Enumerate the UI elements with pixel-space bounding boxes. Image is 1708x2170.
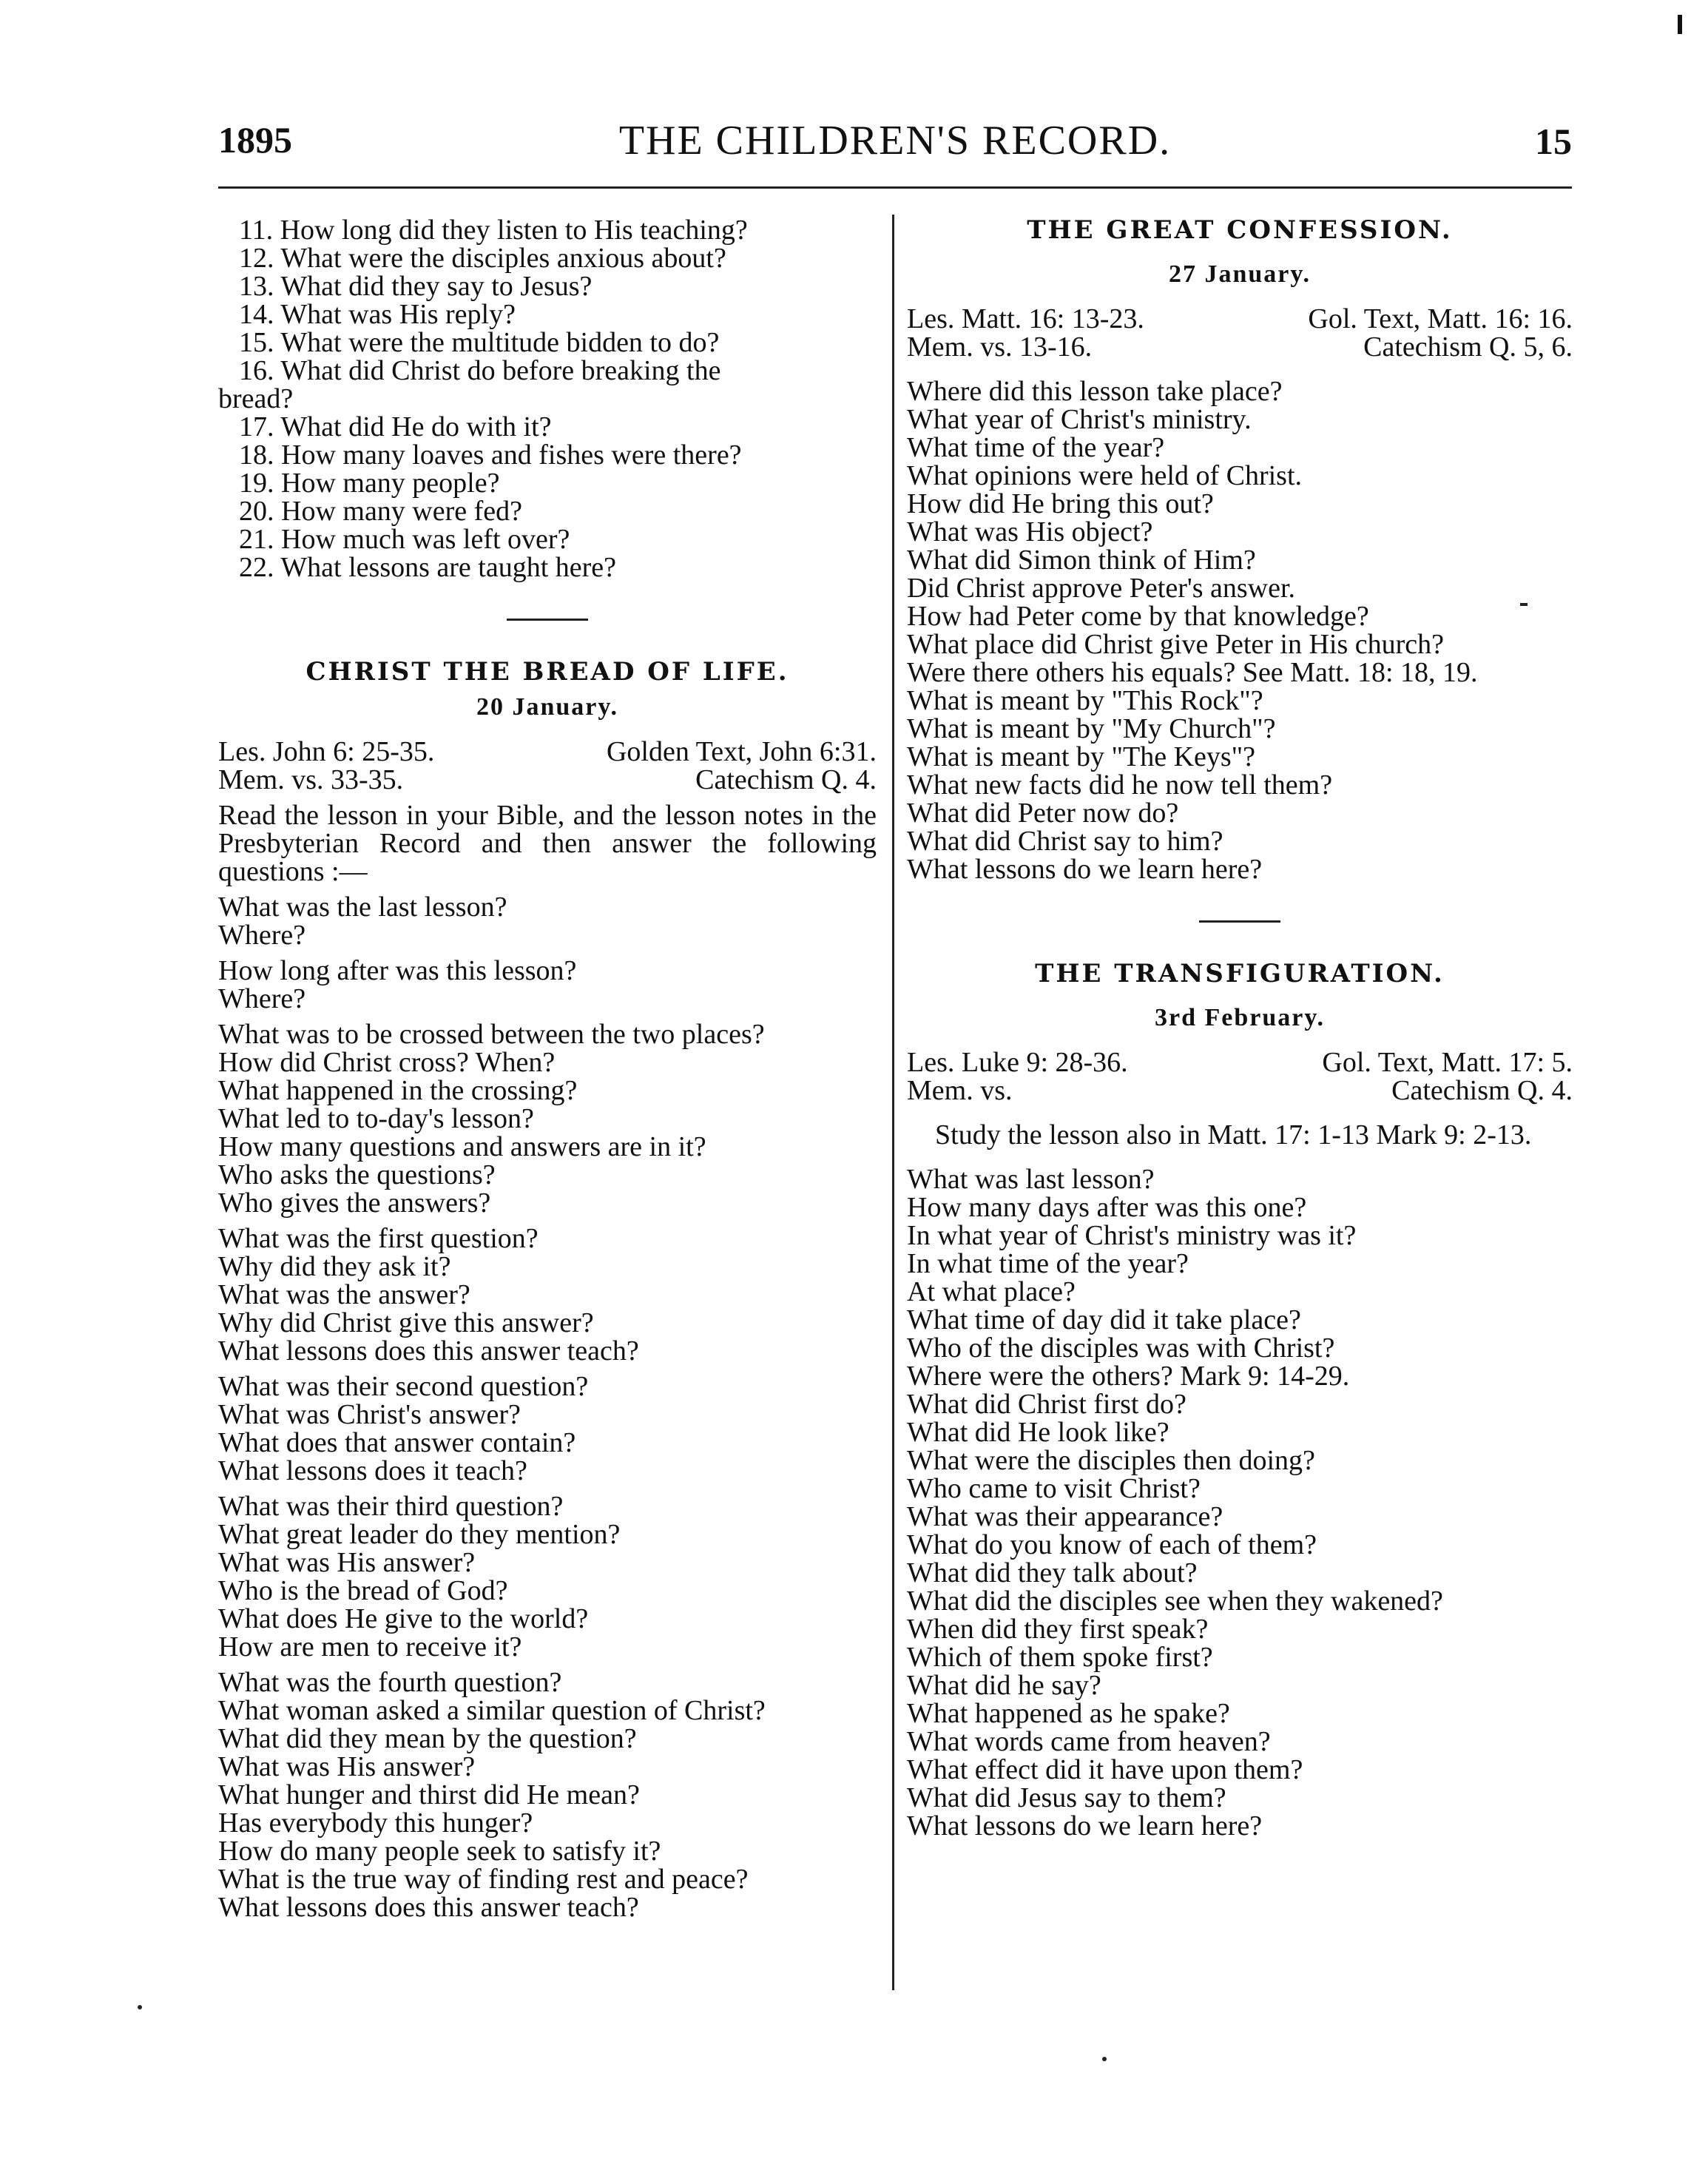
- lesson-text-reference: Gol. Text, Matt. 16: 16.: [1308, 303, 1573, 334]
- question-item: What happened as he spake?: [907, 1698, 1230, 1729]
- lesson-intro: Read the lesson in your Bible, and the lesson notes in the Presbyterian Record and then answer the following questions :—: [218, 800, 877, 887]
- scan-speck: [138, 2005, 142, 2009]
- question-item: What do you know of each of them?: [907, 1529, 1317, 1560]
- question-item: Who asks the questions?: [218, 1159, 496, 1190]
- scan-mark: [1678, 15, 1682, 34]
- question-item: What hunger and thirst did He mean?: [218, 1779, 640, 1810]
- lesson-reference: Mem. vs. 13-16.: [907, 331, 1093, 363]
- lesson-reference: Mem. vs.: [907, 1075, 1013, 1106]
- question-groups: [218, 886, 877, 1921]
- question-item: What was the first question?: [218, 1223, 539, 1254]
- question-item: Where?: [218, 920, 306, 951]
- question-item: What did he say?: [907, 1670, 1101, 1701]
- lesson-info-row: [907, 1048, 1573, 1076]
- question-item: Did Christ approve Peter's answer.: [907, 573, 1296, 604]
- column-divider: [892, 215, 894, 1990]
- question-item: What happened in the crossing?: [218, 1075, 578, 1106]
- lesson-info: [218, 738, 877, 794]
- question-item: What place did Christ give Peter in His church?: [907, 629, 1445, 660]
- question-item: Why did Christ give this answer?: [218, 1307, 594, 1338]
- question-item: What did they mean by the question?: [218, 1723, 637, 1754]
- question-group: [218, 1668, 877, 1921]
- question-item: Who is the bread of God?: [218, 1575, 508, 1606]
- question-item: In what year of Christ's ministry was it?: [907, 1220, 1357, 1251]
- question-item: What does He give to the world?: [218, 1603, 589, 1634]
- question-item: Who came to visit Christ?: [907, 1473, 1201, 1504]
- question-item: What was the fourth question?: [218, 1667, 562, 1698]
- question-item: What lessons do we learn here?: [907, 1810, 1263, 1842]
- question-item: Why did they ask it?: [218, 1251, 451, 1282]
- lesson-date: 27 January.: [1168, 260, 1312, 288]
- question-item: What year of Christ's ministry.: [907, 404, 1252, 435]
- question-item: What was their appearance?: [907, 1501, 1223, 1532]
- question-item: 11. How long did they listen to His teaching?: [239, 215, 748, 246]
- question-item: What did Christ say to him?: [907, 826, 1223, 857]
- question-item: What was the answer?: [218, 1279, 470, 1310]
- question-item: What lessons do we learn here?: [907, 854, 1263, 885]
- question-item: Who gives the answers?: [218, 1187, 491, 1219]
- question-item: How did Christ cross? When?: [218, 1047, 556, 1078]
- question-item: What is meant by "My Church"?: [907, 713, 1276, 744]
- lesson-text-reference: Catechism Q. 4.: [695, 764, 877, 795]
- question-item: What was His object?: [907, 516, 1153, 547]
- question-list: [907, 1165, 1573, 1840]
- question-item: 17. What did He do with it?: [239, 411, 552, 442]
- question-item: Where were the others? Mark 9: 14-29.: [907, 1361, 1350, 1392]
- question-item: How many questions and answers are in it?: [218, 1131, 706, 1162]
- question-item: How many days after was this one?: [907, 1192, 1307, 1223]
- question-item: 19. How many people?: [239, 468, 500, 499]
- question-item: What is meant by "This Rock"?: [907, 685, 1263, 716]
- question-item: What did the disciples see when they wakened?: [907, 1586, 1443, 1617]
- question-item: What lessons does it teach?: [218, 1455, 527, 1486]
- question-item: In what time of the year?: [907, 1248, 1189, 1279]
- question-item: What time of day did it take place?: [907, 1304, 1301, 1335]
- question-item: What words came from heaven?: [907, 1726, 1271, 1757]
- lesson-date: 20 January.: [476, 693, 619, 721]
- question-item: What is the true way of finding rest and peace?: [218, 1864, 749, 1895]
- question-item: What was their second question?: [218, 1371, 589, 1402]
- question-item: How are men to receive it?: [218, 1631, 522, 1662]
- question-list: [907, 377, 1573, 883]
- question-group: [218, 1020, 877, 1217]
- question-item: What did Peter now do?: [907, 798, 1179, 829]
- question-item: What new facts did he now tell them?: [907, 769, 1333, 801]
- question-item: How did He bring this out?: [907, 488, 1214, 519]
- lesson-reference: Mem. vs. 33-35.: [218, 764, 404, 795]
- header-rule: [218, 186, 1572, 189]
- header-title: THE CHILDREN'S RECORD.: [618, 118, 1172, 164]
- question-item: What was His answer?: [218, 1751, 476, 1782]
- lesson-info-row: [218, 766, 877, 794]
- question-item: What opinions were held of Christ.: [907, 460, 1303, 491]
- lesson-title: CHRIST THE BREAD OF LIFE.: [306, 657, 789, 687]
- lesson-info: [907, 305, 1573, 361]
- question-item: How do many people seek to satisfy it?: [218, 1836, 661, 1867]
- question-group: [218, 1372, 877, 1485]
- question-group: [218, 1492, 877, 1661]
- question-item: Were there others his equals? See Matt. 18: 18, 19.: [907, 657, 1478, 688]
- header-year: 1895: [218, 119, 292, 161]
- lesson-reference: Les. Luke 9: 28-36.: [907, 1047, 1128, 1078]
- question-item: 20. How many were fed?: [239, 496, 523, 527]
- question-item: 21. How much was left over?: [239, 524, 570, 555]
- question-item: At what place?: [907, 1276, 1076, 1307]
- lesson-date: 3rd February.: [1155, 1004, 1325, 1031]
- question-item: What was last lesson?: [907, 1164, 1155, 1195]
- lesson-title: THE TRANSFIGURATION.: [1035, 959, 1445, 988]
- question-item: Which of them spoke first?: [907, 1642, 1213, 1673]
- question-item: When did they first speak?: [907, 1614, 1209, 1645]
- scan-speck: [1520, 603, 1528, 606]
- question-item: 18. How many loaves and fishes were there?: [239, 439, 742, 471]
- question-item: What did Christ first do?: [907, 1389, 1187, 1420]
- question-item: Where did this lesson take place?: [907, 376, 1283, 407]
- lesson-reference: Les. John 6: 25-35.: [218, 736, 435, 767]
- question-item: What effect did it have upon them?: [907, 1754, 1303, 1785]
- study-note: Study the lesson also in Matt. 17: 1-13 Mark 9: 2-13.: [935, 1119, 1532, 1150]
- question-item: What did Simon think of Him?: [907, 545, 1256, 576]
- question-item: What time of the year?: [907, 432, 1165, 463]
- question-item: How had Peter come by that knowledge?: [907, 601, 1369, 632]
- question-item: What was the last lesson?: [218, 892, 507, 923]
- lesson-info-row: [907, 305, 1573, 333]
- lesson-text-reference: Gol. Text, Matt. 17: 5.: [1322, 1047, 1573, 1078]
- question-item: Who of the disciples was with Christ?: [907, 1332, 1335, 1364]
- lesson-info-row: [907, 333, 1573, 361]
- question-item: Where?: [218, 983, 306, 1014]
- question-item: What did He look like?: [907, 1417, 1169, 1448]
- question-item: 12. What were the disciples anxious about?: [239, 243, 726, 274]
- question-item: 15. What were the multitude bidden to do?: [239, 327, 720, 358]
- question-item: bread?: [218, 383, 294, 414]
- question-item: What woman asked a similar question of Christ?: [218, 1695, 766, 1726]
- question-item: 22. What lessons are taught here?: [239, 552, 617, 583]
- question-item: What is meant by "The Keys"?: [907, 741, 1256, 772]
- lesson-text-reference: Catechism Q. 5, 6.: [1363, 331, 1573, 363]
- question-item: What was to be crossed between the two places?: [218, 1019, 765, 1050]
- question-group: [218, 893, 877, 949]
- question-item: 16. What did Christ do before breaking the: [239, 355, 721, 386]
- question-item: What lessons does this answer teach?: [218, 1892, 639, 1923]
- question-group: [218, 1224, 877, 1365]
- question-item: What was Christ's answer?: [218, 1399, 521, 1430]
- lesson-text-reference: Catechism Q. 4.: [1391, 1075, 1573, 1106]
- question-item: 14. What was His reply?: [239, 299, 516, 330]
- continued-question-list: [218, 216, 877, 582]
- lesson-text-reference: Golden Text, John 6:31.: [606, 736, 877, 767]
- question-item: What was their third question?: [218, 1491, 564, 1522]
- question-item: What did they talk about?: [907, 1557, 1198, 1588]
- question-item: What led to to-day's lesson?: [218, 1103, 534, 1134]
- lesson-info-row: [218, 738, 877, 766]
- question-item: What was His answer?: [218, 1547, 476, 1578]
- question-group: [218, 957, 877, 1013]
- right-column: [907, 216, 1573, 1840]
- lesson-info-row: [907, 1076, 1573, 1105]
- lesson-info: [907, 1048, 1573, 1105]
- question-item: What lessons does this answer teach?: [218, 1335, 639, 1367]
- question-item: 13. What did they say to Jesus?: [239, 271, 593, 302]
- scan-speck: [1102, 2057, 1107, 2061]
- page-header: [218, 111, 1572, 178]
- question-item: How long after was this lesson?: [218, 955, 577, 986]
- header-page-number: 15: [1535, 121, 1572, 162]
- lesson-title: THE GREAT CONFESSION.: [1027, 215, 1453, 245]
- question-item: Has everybody this hunger?: [218, 1807, 533, 1839]
- question-item: What did Jesus say to them?: [907, 1782, 1226, 1813]
- question-item: What were the disciples then doing?: [907, 1445, 1315, 1476]
- question-item: What great leader do they mention?: [218, 1519, 621, 1550]
- left-column: [218, 216, 877, 1921]
- lesson-reference: Les. Matt. 16: 13-23.: [907, 303, 1144, 334]
- question-item: What does that answer contain?: [218, 1427, 576, 1458]
